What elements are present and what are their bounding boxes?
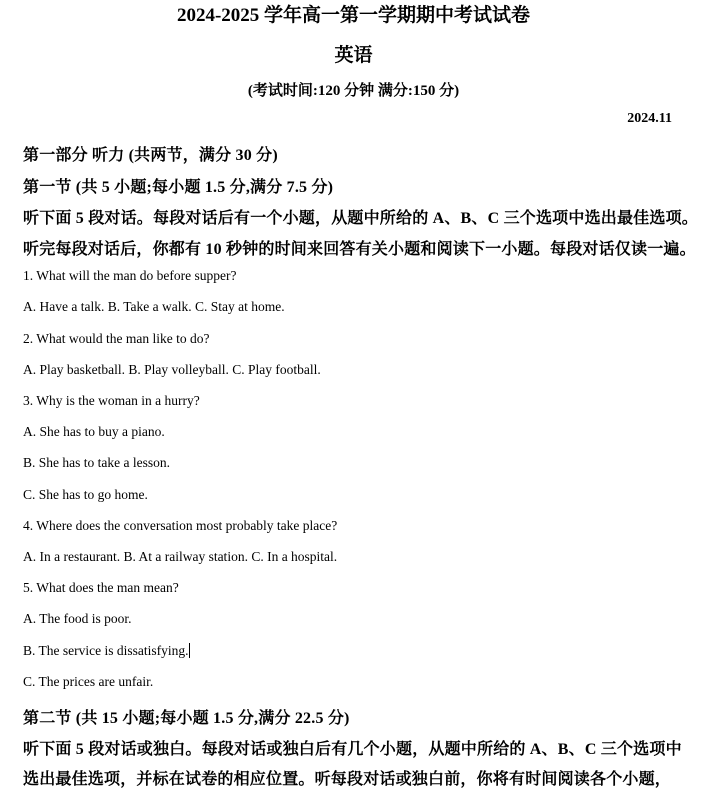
section2-instruction-line1: 听下面 5 段对话或独白。每段对话或独白后有几个小题，从题中所给的 A、B、C 三个选项中 xyxy=(23,741,682,758)
exam-date: 2024.11 xyxy=(627,111,672,126)
question-3-option-a: A. She has to buy a piano. xyxy=(23,424,165,439)
section1-heading: 第一节 (共 5 小题;每小题 1.5 分,满分 7.5 分) xyxy=(23,179,334,196)
question-3-option-c: C. She has to go home. xyxy=(23,487,148,502)
question-3: 3. Why is the woman in a hurry? xyxy=(23,393,200,408)
question-4-options: A. In a restaurant. B. At a railway station. C. In a hospital. xyxy=(23,549,338,564)
question-1: 1. What will the man do before supper? xyxy=(23,268,237,283)
exam-info: (考试时间:120 分钟 满分:150 分) xyxy=(247,83,460,99)
section2-heading: 第二节 (共 15 小题;每小题 1.5 分,满分 22.5 分) xyxy=(23,710,350,727)
part1-heading: 第一部分 听力 (共两节，满分 30 分) xyxy=(23,147,278,164)
question-5-option-a: A. The food is poor. xyxy=(23,611,132,626)
question-4: 4. Where does the conversation most probably take place? xyxy=(23,518,338,533)
question-5: 5. What does the man mean? xyxy=(23,580,179,595)
question-2: 2. What would the man like to do? xyxy=(23,331,210,346)
section2-instruction-line2: 选出最佳选项，并标在试卷的相应位置。听每段对话或独白前，你将有时间阅读各个小题， xyxy=(23,771,672,788)
question-3-option-b: B. She has to take a lesson. xyxy=(23,455,170,470)
question-5-option-c: C. The prices are unfair. xyxy=(23,674,154,689)
exam-title: 2024-2025 学年高一第一学期期中考试试卷 xyxy=(176,5,531,26)
question-2-options: A. Play basketball. B. Play volleyball. C. Play football. xyxy=(23,362,321,377)
question-5-option-b-row xyxy=(23,643,190,659)
question-5-option-b: B. The service is dissatisfying. xyxy=(23,643,189,658)
section1-instruction-line1: 听下面 5 段对话。每段对话后有一个小题，从题中所给的 A、B、C 三个选项中选出最佳选项。 xyxy=(23,210,698,227)
text-cursor xyxy=(189,643,190,658)
question-1-options: A. Have a talk. B. Take a walk. C. Stay at home. xyxy=(23,299,285,314)
subject-title: 英语 xyxy=(334,45,373,66)
section1-instruction-line2: 听完每段对话后，你都有 10 秒钟的时间来回答有关小题和阅读下一小题。每段对话仅读一遍。 xyxy=(23,241,696,258)
